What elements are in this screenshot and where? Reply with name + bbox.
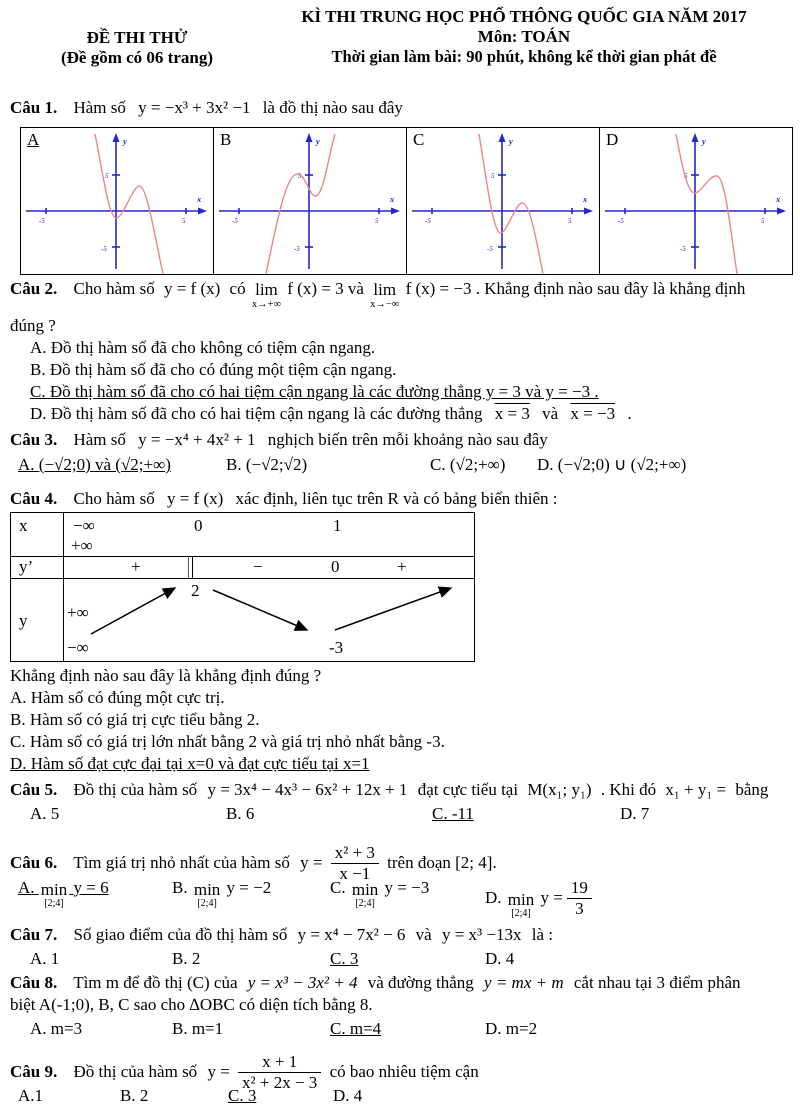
svg-text:-5: -5 — [101, 245, 107, 253]
q3-option-c: C. (√2;+∞) — [430, 455, 506, 474]
header-right-block — [252, 7, 796, 67]
header-left-block — [28, 28, 246, 68]
q4-yprime-sign-2: − — [253, 557, 263, 576]
q6-option-c: C. min [2;4] y = −3 — [330, 878, 430, 909]
cubic-graph-c — [407, 128, 599, 274]
q7-option-c: C. 3 — [330, 949, 359, 968]
q7-text-pre: Số giao điểm của đồ thị hàm số — [73, 925, 288, 944]
q5-text-end: bằng — [735, 780, 769, 799]
q3-formula: y = −x⁴ + 4x² + 1 — [138, 430, 256, 449]
q4-table-double-bar — [188, 556, 193, 578]
q4-x-pos-inf: +∞ — [71, 536, 93, 555]
svg-text:-5: -5 — [425, 217, 431, 225]
q1-formula: y = −x³ + 3x² −1 — [138, 98, 251, 117]
q7-text-post: là : — [531, 925, 553, 944]
svg-text:5: 5 — [568, 217, 572, 225]
q2-text-mid2: và — [347, 279, 364, 298]
q4-y-min: -3 — [329, 638, 344, 657]
q5-option-a: A. 5 — [30, 804, 60, 823]
question-2 — [10, 279, 745, 310]
q1-graph-label-c: C — [413, 130, 425, 149]
q8-text-post: cắt nhau tại 3 điểm phân — [573, 973, 741, 992]
svg-text:5: 5 — [761, 217, 765, 225]
svg-text:x: x — [197, 194, 202, 204]
q1-graph-choice-a — [21, 128, 213, 274]
q4-x-zero: 0 — [194, 516, 203, 535]
q4-formula: y = f (x) — [166, 489, 224, 508]
q6-label: Câu 6. — [10, 852, 58, 872]
q4-yprime-sign-4: + — [397, 557, 407, 576]
q2-label: Câu 2. — [10, 279, 58, 298]
q7-label: Câu 7. — [10, 925, 58, 944]
q5-point: M(x₁; y₁) — [527, 780, 592, 799]
q4-x-neg-inf: −∞ — [73, 516, 95, 535]
q6-fraction: $\frac{\text{x² + 3}}{x -1}$ — [331, 843, 379, 885]
svg-text:5: 5 — [105, 172, 109, 180]
q9-option-c: C. 3 — [228, 1086, 257, 1105]
q2-limit-1-value: f (x) = 3 — [287, 279, 344, 298]
q7-formula-2: y = x³ −13x — [441, 925, 522, 944]
q2-question-cont: đúng ? — [10, 316, 56, 335]
q7-formula-1: y = x⁴ − 7x² − 6 — [297, 925, 406, 944]
question-1 — [10, 98, 403, 118]
q2-limit-2: lim x→−∞ — [370, 280, 400, 310]
q2-option-d-line1: x = 3 — [494, 404, 530, 423]
svg-text:-5: -5 — [487, 245, 493, 253]
q1-graph-choice-c — [406, 128, 599, 274]
q8-option-a: A. m=3 — [30, 1019, 83, 1038]
q5-text-mid: đạt cực tiểu tại — [417, 780, 519, 799]
q2-option-d-line2: x = −3 — [570, 404, 616, 423]
q9-option-b: B. 2 — [120, 1086, 149, 1105]
q1-label: Câu 1. — [10, 98, 58, 117]
q4-y-header: y — [19, 611, 28, 630]
cubic-graph-b — [214, 128, 406, 274]
q9-text-post: có bao nhiêu tiệm cận — [329, 1061, 479, 1081]
q4-x-header: x — [19, 516, 28, 535]
q6-y-eq: y = — [300, 852, 323, 872]
q6-text-pre: Tìm giá trị nhỏ nhất của hàm số — [73, 852, 290, 872]
svg-text:-5: -5 — [294, 245, 300, 253]
q5-label: Câu 5. — [10, 780, 58, 799]
q2-option-c: C. Đồ thị hàm số đã cho có hai tiệm cận ngang là các đường thẳng y = 3 và y = −3 . — [30, 382, 599, 401]
q5-option-b: B. 6 — [226, 804, 255, 823]
question-3 — [10, 430, 548, 450]
exam-type: ĐỀ THI THỬ — [86, 28, 188, 47]
svg-text:x: x — [583, 194, 588, 204]
q5-formula: y = 3x⁴ − 4x³ − 6x² + 12x + 1 — [207, 780, 408, 799]
q9-option-a: A.1 — [18, 1086, 44, 1105]
q8-line-2: biệt A(-1;0), B, C sao cho ∆OBC có diện tích bằng 8. — [10, 995, 373, 1014]
q4-variation-table — [10, 512, 475, 662]
q1-text-pre: Hàm số — [73, 98, 126, 117]
duration-line: Thời gian làm bài: 90 phút, không kể thời gian phát đề — [331, 47, 717, 66]
q2-option-b: B. Đồ thị hàm số đã cho có đúng một tiệm cận ngang. — [30, 360, 397, 379]
page-count: (Đề gồm có 06 trang) — [60, 48, 213, 67]
q4-option-c: C. Hàm số có giá trị lớn nhất bằng 2 và giá trị nhỏ nhất bằng -3. — [10, 732, 445, 751]
q3-option-a: A. (−√2;0) và (√2;+∞) — [18, 455, 171, 474]
svg-text:5: 5 — [182, 217, 186, 225]
q3-label: Câu 3. — [10, 430, 58, 449]
cubic-graph-d — [600, 128, 792, 274]
svg-text:-5: -5 — [39, 217, 45, 225]
q6-option-d-fraction: $\frac{19}{3}$ — [567, 878, 592, 920]
q2-option-a: A. Đồ thị hàm số đã cho không có tiệm cận ngang. — [30, 338, 376, 357]
q6-option-b: B. min [2;4] y = −2 — [172, 878, 272, 909]
q4-variation-arrows — [63, 578, 472, 660]
q4-x-one: 1 — [333, 516, 342, 535]
exam-title: KÌ THI TRUNG HỌC PHỔ THÔNG QUỐC GIA NĂM 2017 — [301, 7, 747, 26]
question-4 — [10, 489, 558, 509]
svg-text:x: x — [390, 194, 395, 204]
q5-option-c: C. -11 — [432, 804, 474, 823]
svg-text:5: 5 — [491, 172, 495, 180]
svg-text:y: y — [702, 136, 706, 146]
q7-option-b: B. 2 — [172, 949, 201, 968]
q2-limit-1: lim x→+∞ — [251, 280, 282, 310]
q4-y-max: 2 — [191, 581, 200, 600]
q1-graph-label-d: D — [606, 130, 619, 149]
q1-graph-choice-b — [213, 128, 406, 274]
q4-option-b: B. Hàm số có giá trị cực tiểu bằng 2. — [10, 710, 260, 729]
q8-option-c: C. m=4 — [330, 1019, 382, 1038]
q3-option-b: B. (−√2;√2) — [226, 455, 308, 474]
q1-graph-label-a: A — [27, 130, 40, 149]
q9-fraction: $\frac{x + 1}{\text{x² + 2x − 3}}$ — [238, 1052, 321, 1094]
q4-y-pos-inf: +∞ — [67, 603, 89, 622]
q1-graph-choices — [20, 127, 793, 275]
cubic-graph-a — [21, 128, 213, 274]
q8-option-b: B. m=1 — [172, 1019, 224, 1038]
q4-option-a: A. Hàm số có đúng một cực trị. — [10, 688, 225, 707]
q5-text-pre: Đồ thị của hàm số — [73, 780, 198, 799]
q3-option-d: D. (−√2;0) ∪ (√2;+∞) — [537, 455, 687, 474]
svg-text:-5: -5 — [618, 217, 624, 225]
q8-option-d: D. m=2 — [485, 1019, 538, 1038]
svg-text:5: 5 — [684, 172, 688, 180]
q4-text-pre: Cho hàm số — [73, 489, 155, 508]
q2-text-mid1: có — [229, 279, 246, 298]
question-7 — [10, 925, 553, 945]
q9-option-d: D. 4 — [333, 1086, 363, 1105]
q6-option-a: A. min [2;4] y = 6 — [18, 878, 109, 909]
q8-formula-2: y = mx + m — [484, 973, 564, 992]
svg-text:-5: -5 — [680, 245, 686, 253]
svg-text:y: y — [123, 136, 127, 146]
q4-option-d: D. Hàm số đạt cực đại tại x=0 và đạt cực tiểu tại x=1 — [10, 754, 370, 773]
q5-option-d: D. 7 — [620, 804, 650, 823]
q2-text-post: . Khẳng định nào sau đây là khẳng định — [475, 279, 746, 298]
q5-sum: x₁ + y₁ = — [665, 780, 727, 799]
q2-option-d: D. Đồ thị hàm số đã cho có hai tiệm cận ngang là các đường thẳng x = 3 và x = −3 . — [30, 404, 632, 423]
svg-text:5: 5 — [298, 172, 302, 180]
q8-label: Câu 8. — [10, 973, 58, 992]
q9-label: Câu 9. — [10, 1061, 58, 1081]
question-8 — [10, 973, 741, 993]
q9-text-pre: Đồ thị của hàm số — [73, 1061, 198, 1081]
subject-line: Môn: TOÁN — [477, 27, 571, 46]
q8-text-pre: Tìm m để đồ thị (C) của — [73, 973, 238, 992]
q4-yprime-sign-1: + — [131, 557, 141, 576]
q4-text-post: xác định, liên tục trên R và có bảng biến thiên : — [235, 489, 558, 508]
q1-graph-choice-d — [599, 128, 792, 274]
q1-text-post: là đồ thị nào sau đây — [262, 98, 403, 117]
q2-limit-2-value: f (x) = −3 — [405, 279, 472, 298]
svg-text:y: y — [316, 136, 320, 146]
q8-formula-1: y = x³ − 3x² + 4 — [247, 973, 358, 992]
q9-y-eq: y = — [207, 1061, 230, 1081]
q7-option-a: A. 1 — [30, 949, 60, 968]
svg-text:x: x — [776, 194, 781, 204]
q2-function: y = f (x) — [163, 279, 221, 298]
q4-yprime-header: y’ — [19, 557, 34, 576]
q2-text-pre: Cho hàm số — [73, 279, 155, 298]
q4-question: Khẳng định nào sau đây là khẳng định đúng ? — [10, 666, 322, 685]
q7-option-d: D. 4 — [485, 949, 515, 968]
q7-text-mid: và — [415, 925, 432, 944]
q1-graph-label-b: B — [220, 130, 232, 149]
q6-option-d: D. min [2;4] y = $\frac{19}{3}$ — [485, 878, 596, 920]
q4-y-neg-inf: −∞ — [67, 638, 89, 657]
svg-text:-5: -5 — [232, 217, 238, 225]
svg-text:y: y — [509, 136, 513, 146]
q4-yprime-sign-3: 0 — [331, 557, 340, 576]
q6-text-post: trên đoạn [2; 4]. — [387, 852, 497, 872]
q3-text-pre: Hàm số — [73, 430, 126, 449]
question-5 — [10, 780, 768, 800]
q5-text-post: . Khi đó — [600, 780, 657, 799]
svg-text:5: 5 — [375, 217, 379, 225]
q4-label: Câu 4. — [10, 489, 58, 508]
q3-text-post: nghịch biến trên mỗi khoảng nào sau đây — [267, 430, 548, 449]
q8-text-mid: và đường thẳng — [367, 973, 474, 992]
